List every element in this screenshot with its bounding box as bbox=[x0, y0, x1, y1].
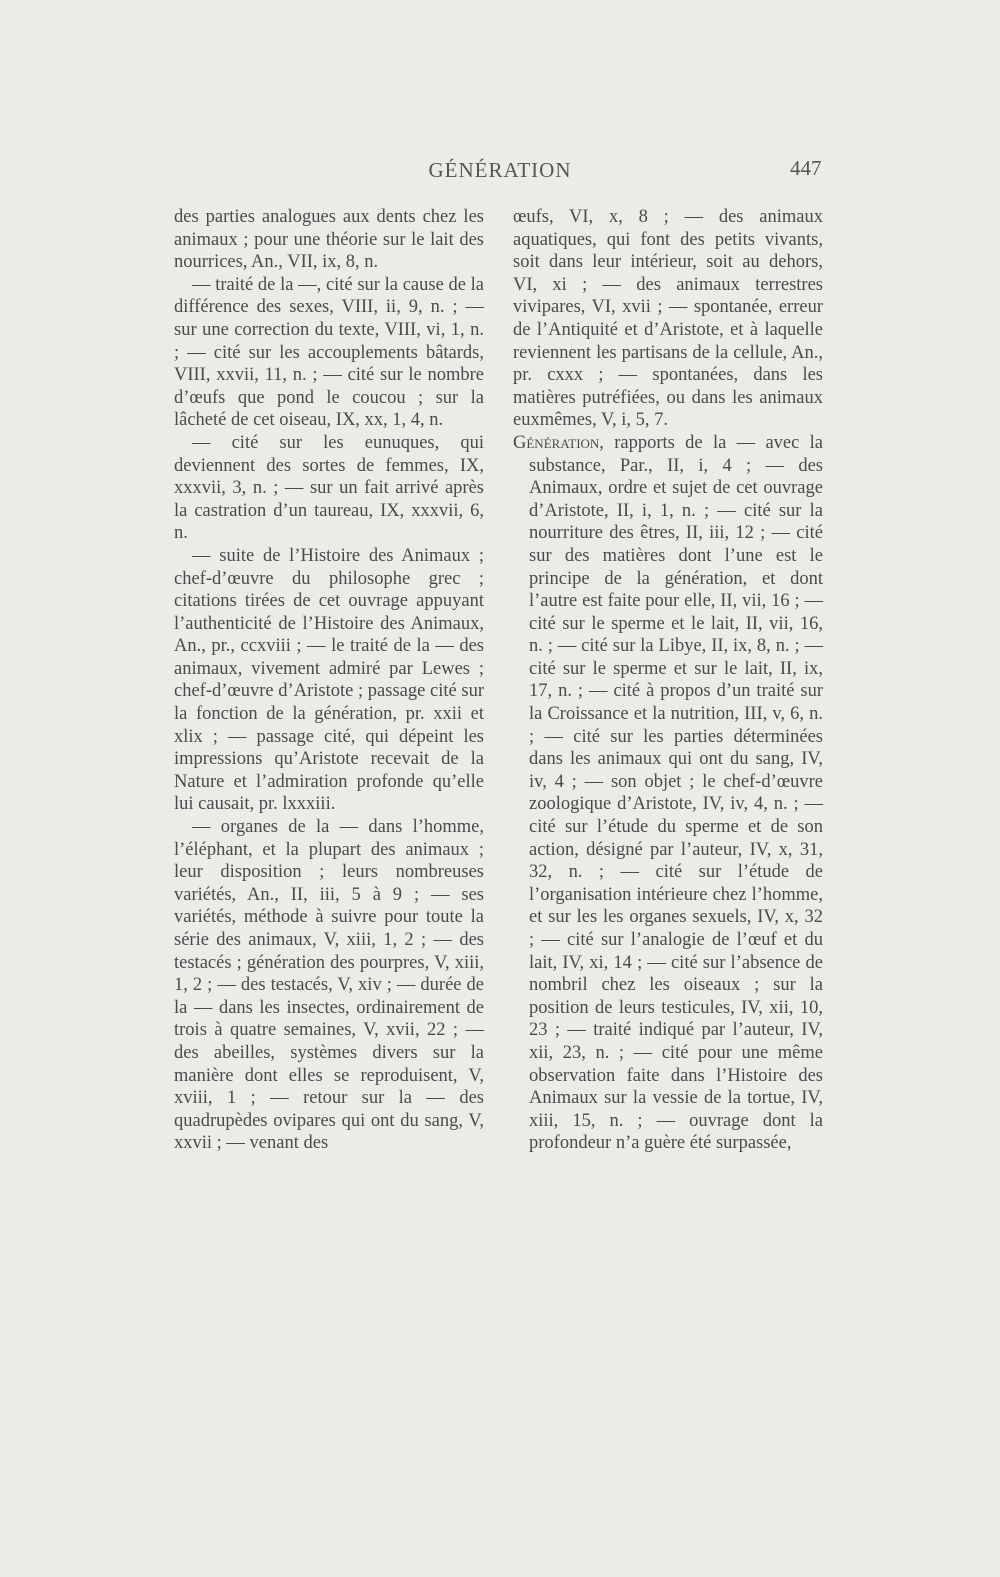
right-column bbox=[513, 206, 823, 1155]
index-paragraph: — cité sur les eunuques, qui deviennent des sortes de femmes, IX, xxxvii, 3, n. ; — sur un fait arrivé après la castration d’un taureau, IX, xxxvii, 6, n. bbox=[174, 432, 484, 544]
entry-headword: Génération bbox=[513, 432, 600, 453]
page-number: 447 bbox=[790, 156, 822, 180]
entry-body: , rapports de la — avec la substance, Par., II, i, 4 ; — des Animaux, ordre et sujet de cet ouvrage d’Aristote, II, i, 1, n. ; — cité sur la nourriture des êtres, II, iii, 12 ; — cité sur des matières dont l’une est le principe de la génération, et dont l’autre est faite pour elle, II, vii, 16 ; — cité sur le sperme et le lait, II, vii, 16, n. ; — cité sur la Libye, II, ix, 8, n. ; — cité sur le sperme et sur le lait, II, ix, 17, n. ; — cité à propos d’un traité sur la Croissance et la nutrition, III, v, 6, n. ; — cité sur les parties déterminées dans les animaux qui ont du sang, IV, iv, 4 ; — son objet ; le chef-d’œuvre zoologique d’Aristote, IV, iv, 4, n. ; — cité sur l’étude du sperme et de son action, désigné par l’auteur, IV, x, 31, 32, n. ; — cité sur l’étude de l’organisation intérieure chez l’homme, et sur les les organes sexuels, IV, x, 32 ; — cité sur l’analogie de l’œuf et du lait, IV, xi, 14 ; — cité sur l’absence de nombril chez les oiseaux ; sur la position de leurs testicules, IV, xii, 10, 23 ; — traité indiqué par l’auteur, IV, xii, 23, n. ; — cité pour une même observation faite dans l’Histoire des Animaux sur la vessie de la tortue, IV, xiii, 15, n. ; — ouvrage dont la profondeur n’a guère été surpassée, bbox=[529, 432, 823, 1154]
index-paragraph: œufs, VI, x, 8 ; — des animaux aquatiques, qui font des petits vivants, soit dans leur intérieur, soit au dehors, VI, xi ; — des animaux terrestres vivipares, VI, xvii ; — spontanée, erreur de l’Antiquité et d’Aristote, et à laquelle reviennent les partisans de la cellule, An., pr. cxxx ; — spontanées, dans les matières putréfiées, ou dans les animaux euxmêmes, V, i, 5, 7. bbox=[513, 207, 823, 431]
left-column bbox=[174, 206, 484, 1155]
index-paragraph: — organes de la — dans l’homme, l’éléphant, et la plupart des animaux ; leur disposition ; leurs nombreuses variétés, An., II, iii, 5 à 9 ; — ses variétés, méthode à suivre pour toute la série des animaux, V, xiii, 1, 2 ; — des testacés ; génération des pourpres, V, xiii, 1, 2 ; — des testacés, V, xiv ; — durée de la — dans les insectes, ordinairement de trois à quatre semaines, V, xvii, 22 ; — des abeilles, systèmes divers sur la manière dont elles se reproduisent, V, xviii, 1 ; — retour sur la — des quadrupèdes ovipares qui ont du sang, V, xxvii ; — venant des bbox=[174, 817, 484, 1154]
index-paragraph: — traité de la —, cité sur la cause de la différence des sexes, VIII, ii, 9, n. ; — sur une correction du texte, VIII, vi, 1, n. ; — cité sur les accouplements bâtards, VIII, xxvii, 11, n. ; — cité sur le nombre d’œufs que pond le coucou ; sur la lâcheté de cet oiseau, IX, xx, 1, 4, n. bbox=[174, 274, 484, 431]
index-entry bbox=[513, 432, 823, 1155]
running-head: GÉNÉRATION bbox=[428, 158, 572, 182]
index-paragraph: — suite de l’Histoire des Animaux ; chef-d’œuvre du philosophe grec ; citations tirées de cet ouvrage appuyant l’authenticité de l’Histoire des Animaux, An., pr., ccxviii ; — le traité de la — des animaux, vivement admiré par Lewes ; chef-d’œuvre d’Aristote ; passage cité sur la fonction de la génération, pr. xxii et xlix ; — passage cité, qui dépeint les impressions qu’Aristote recevait de la Nature et l’admiration profonde qu’elle lui causait, pr. lxxxiii. bbox=[174, 545, 484, 815]
index-paragraph: des parties analogues aux dents chez les animaux ; pour une théorie sur le lait des nourrices, An., VII, ix, 8, n. bbox=[174, 207, 484, 273]
